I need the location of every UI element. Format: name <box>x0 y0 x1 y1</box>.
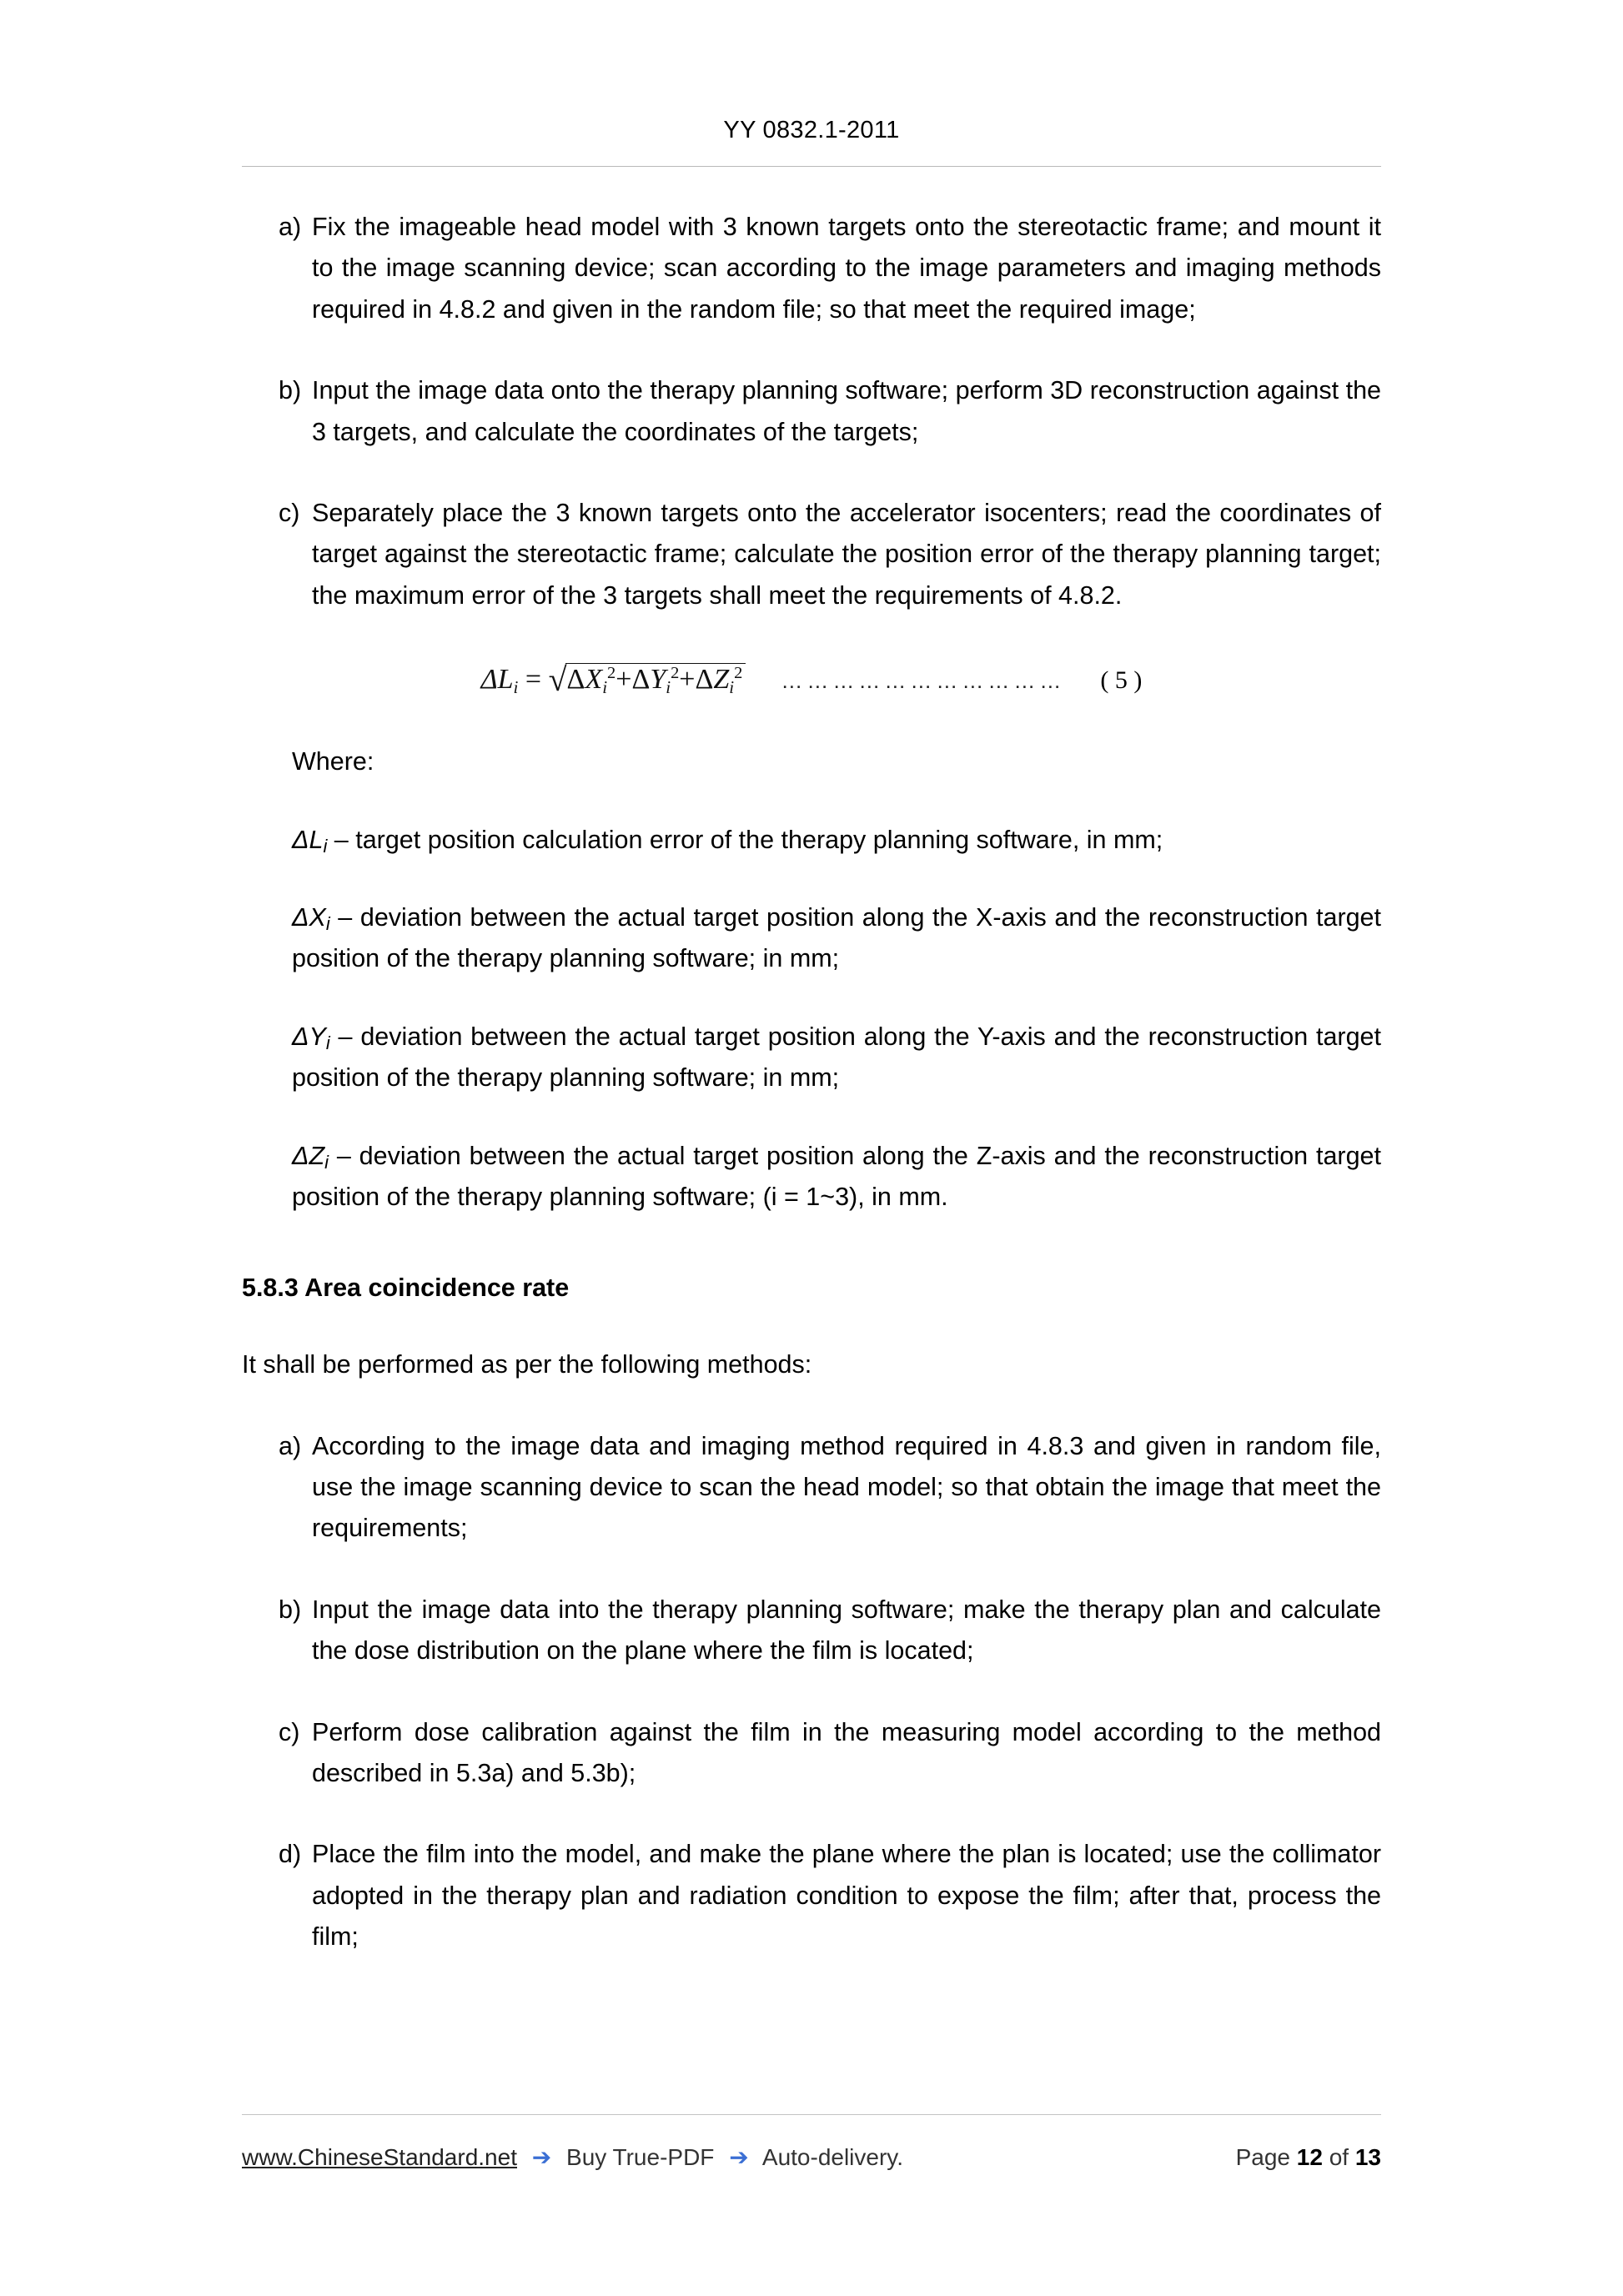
list-marker: a) <box>279 1431 302 1460</box>
buy-label[interactable]: Buy True-PDF <box>566 2144 715 2170</box>
list-marker: b) <box>279 1595 302 1624</box>
list-marker: c) <box>279 1717 300 1746</box>
list-text: Input the image data onto the therapy planning software; perform 3D reconstruction against the 3 targets, and calculate the coordinates of the targets; <box>312 376 1381 446</box>
page-content <box>0 207 1623 1958</box>
term-z: $\Delta Z_i^2$ <box>695 664 743 698</box>
page-indicator <box>1236 2144 1381 2171</box>
equation-lhs: $\Delta L_i$ <box>480 664 519 698</box>
of-word: of <box>1329 2144 1349 2170</box>
page-word: Page <box>1235 2144 1290 2170</box>
header-divider <box>242 166 1381 167</box>
delivery-label: Auto-delivery. <box>761 2144 903 2170</box>
section-intro: It shall be performed as per the following methods: <box>242 1350 812 1379</box>
list-text: Place the film into the model, and make the plane where the plan is located; use the collimator adopted in the therapy plan and radiation condition to expose the film; after that, process the film; <box>312 1840 1381 1952</box>
equation-number: ( 5 ) <box>1100 666 1143 695</box>
website-link[interactable]: www.ChineseStandard.net <box>242 2144 517 2170</box>
symbol: ΔL <box>292 825 324 854</box>
page-header <box>0 0 1623 144</box>
list-item <box>242 1712 1381 1795</box>
symbol: ΔZ <box>292 1141 325 1170</box>
symbol-subscript: i <box>324 1151 329 1173</box>
definition-text: – deviation between the actual target position along the Z-axis and the reconstruction target position of the therapy planning software; (i = 1~3), in mm. <box>292 1141 1381 1211</box>
equation-expression <box>481 663 746 698</box>
list-marker: a) <box>279 213 302 241</box>
list-text: Fix the imageable head model with 3 known targets onto the stereotactic frame; and mount it to the image scanning device; scan according to the image parameters and imaging methods required in 4.8.2 and given in the random file; so that meet the required image; <box>312 213 1381 324</box>
radicand <box>565 663 746 698</box>
term-y: $\Delta Y_i^2$ <box>631 664 680 698</box>
list-item <box>242 1590 1381 1672</box>
symbol-subscript: i <box>323 835 328 857</box>
symbol-subscript: i <box>325 1032 330 1053</box>
list-item <box>242 1426 1381 1550</box>
radical-sign-icon: √ <box>548 661 567 699</box>
arrow-right-icon: ➔ <box>729 2144 749 2170</box>
definition-delta-z <box>242 1136 1381 1218</box>
symbol: ΔX <box>292 902 326 932</box>
plus-1: + <box>616 664 632 696</box>
footer-divider <box>242 2114 1381 2115</box>
footer-row <box>242 2143 1381 2171</box>
where-label: Where: <box>292 747 374 776</box>
definition-text: – deviation between the actual target position along the Y-axis and the reconstruction target position of the therapy planning software; in mm; <box>292 1022 1381 1093</box>
term-x: $\Delta X_i^2$ <box>566 664 616 698</box>
list-text: Separately place the 3 known targets onto the accelerator isocenters; read the coordinates of target against the stereotactic frame; calculate the position error of the therapy planning target; the maximum error of the 3 targets shall meet the requirements of 4.8.2. <box>312 499 1381 610</box>
list-marker: b) <box>279 376 302 405</box>
dot-leader: …………………………… <box>781 667 1066 693</box>
footer-links <box>242 2143 1236 2171</box>
definition-text: – deviation between the actual target position along the X-axis and the reconstruction target position of the therapy planning software; in mm; <box>292 902 1381 973</box>
list-item <box>242 1834 1381 1957</box>
list-text: Perform dose calibration against the film in the measuring model according to the method described in 5.3a) and 5.3b); <box>312 1717 1381 1787</box>
list-item <box>242 493 1381 616</box>
definition-delta-l <box>242 820 1381 861</box>
equation-block <box>242 663 1381 698</box>
symbol: ΔY <box>292 1022 326 1051</box>
page-total: 13 <box>1354 2144 1381 2170</box>
standard-number: YY 0832.1-2011 <box>723 117 900 143</box>
arrow-right-icon: ➔ <box>531 2144 552 2170</box>
plus-2: + <box>679 664 696 696</box>
definition-text: – target position calculation error of the therapy planning software, in mm; <box>327 825 1163 854</box>
list-text: Input the image data into the therapy planning software; make the therapy plan and calculate the dose distribution on the plane where the film is located; <box>312 1595 1381 1665</box>
section-heading: 5.8.3 Area coincidence rate <box>242 1274 570 1303</box>
definition-delta-y <box>242 1017 1381 1099</box>
list-item <box>242 207 1381 330</box>
list-marker: c) <box>279 499 300 528</box>
symbol-subscript: i <box>325 912 330 934</box>
page-footer <box>242 2114 1381 2171</box>
list-marker: d) <box>279 1840 302 1869</box>
list-text: According to the image data and imaging method required in 4.8.3 and given in random file, use the image scanning device to scan the head model; so that obtain the image that meet the requirements; <box>312 1431 1381 1543</box>
list-item <box>242 370 1381 453</box>
definition-delta-x <box>242 897 1381 980</box>
page-number: 12 <box>1296 2144 1323 2170</box>
equation-equals: = <box>525 664 542 696</box>
